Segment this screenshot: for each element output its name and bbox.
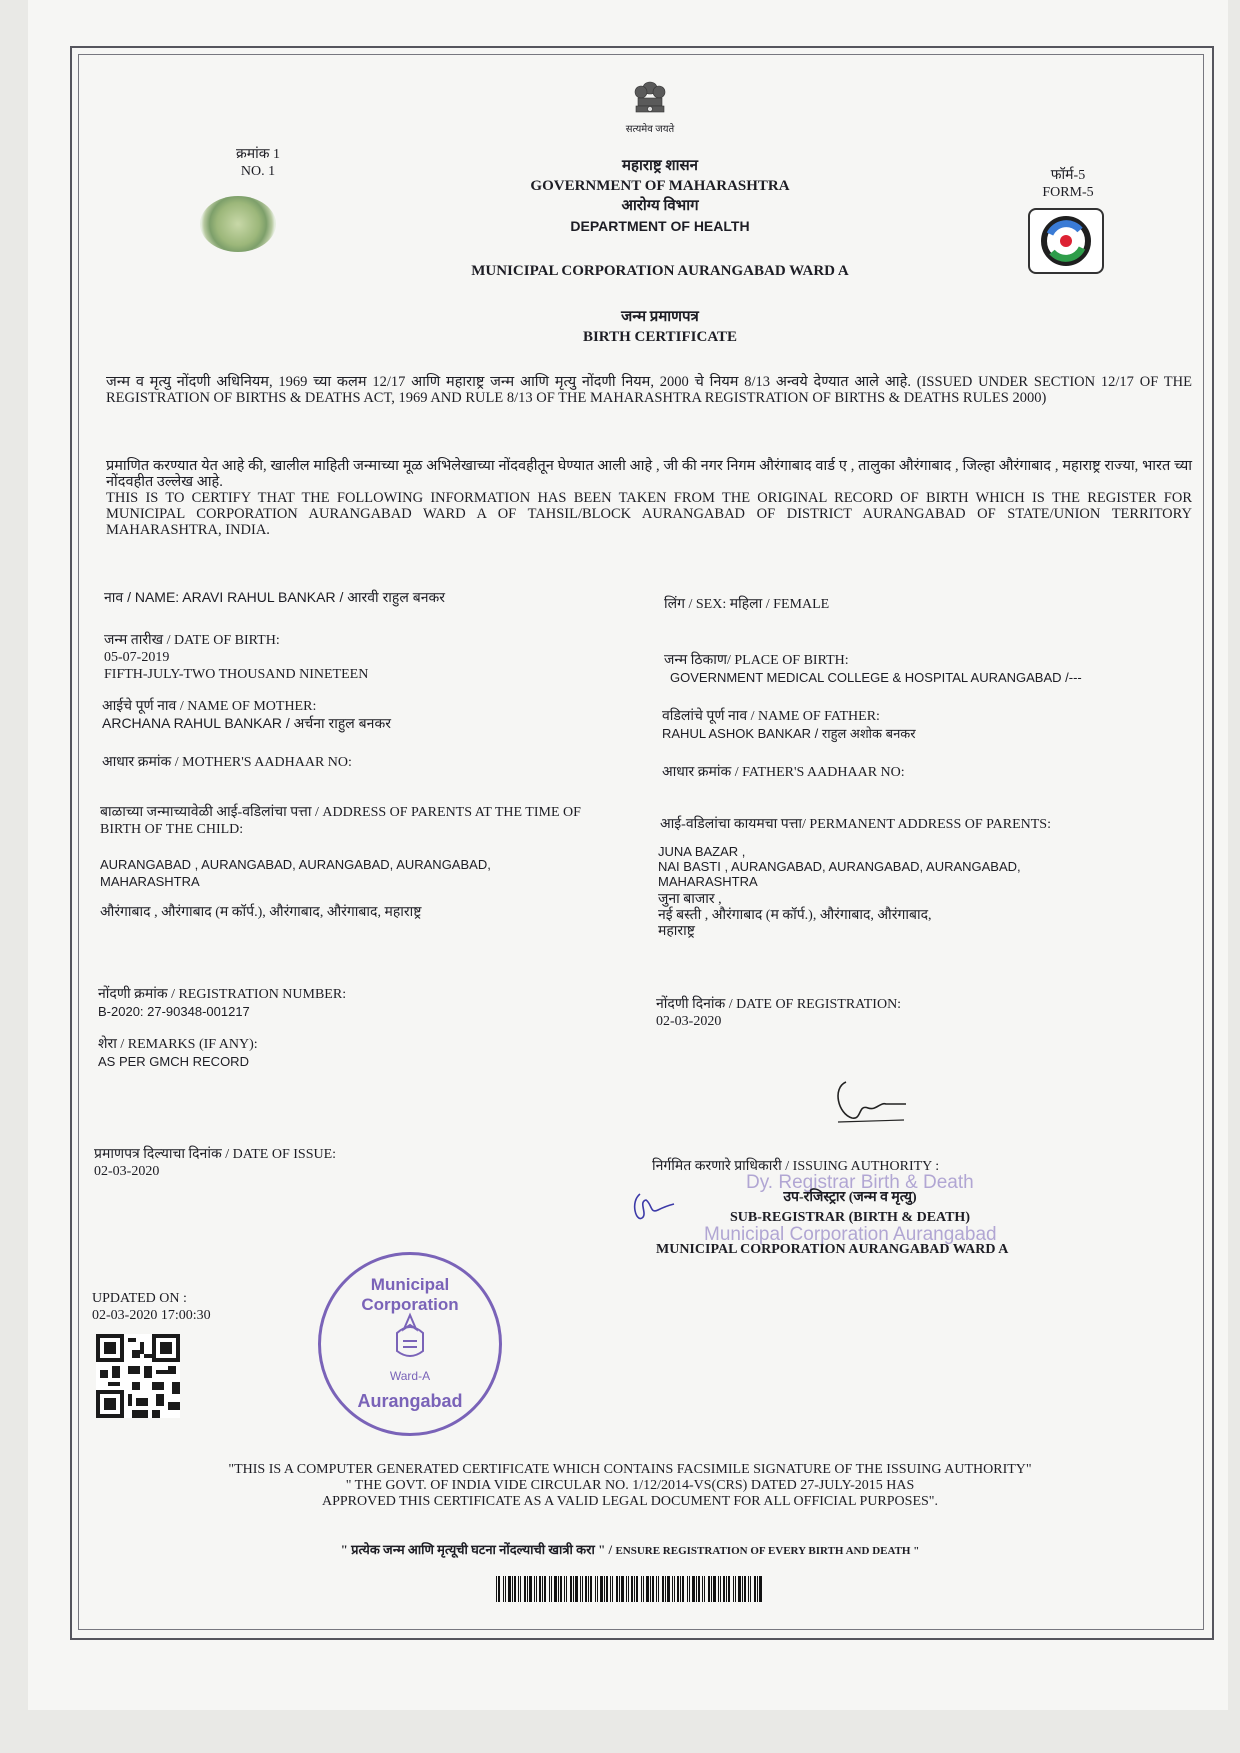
- footer-line-3: APPROVED THIS CERTIFICATE AS A VALID LEGAL DOCUMENT FOR ALL OFFICIAL PURPOSES".: [321, 1494, 939, 1509]
- permanent-address-mr: [658, 892, 1178, 940]
- address-at-birth-label: बाळाच्या जन्माच्यावेळी आई-वडिलांचा पत्ता / ADDRESS OF PARENTS AT THE TIME OF BIRTH OF THE CHILD:: [100, 805, 581, 837]
- date-of-birth: [104, 632, 644, 683]
- pob-label: जन्म ठिकाण/ PLACE OF BIRTH:: [664, 653, 849, 668]
- govt-name-en: GOVERNMENT OF MAHARASHTRA: [530, 178, 790, 194]
- title-en: BIRTH CERTIFICATE: [582, 329, 738, 345]
- father-aadhaar: आधार क्रमांक / FATHER'S AADHAAR NO:: [662, 765, 905, 780]
- form-mr: फॉर्म-5: [1050, 168, 1086, 183]
- sex: लिंग / SEX: महिला / FEMALE: [664, 597, 830, 612]
- form-en: FORM-5: [1042, 185, 1094, 200]
- updated-label: UPDATED ON :: [92, 1291, 187, 1306]
- footer-slogan: [160, 1540, 1100, 1558]
- perm-mr-3: महाराष्ट्र: [658, 924, 695, 939]
- govt-name-mr: महाराष्ट्र शासन: [622, 158, 698, 174]
- dob-value: 05-07-2019: [104, 650, 170, 665]
- footer-line-1: "THIS IS A COMPUTER GENERATED CERTIFICATE WHICH CONTAINS FACSIMILE SIGNATURE OF THE ISSUING AUTHORITY": [228, 1462, 1032, 1477]
- issued-under-text: जन्म व मृत्यु नोंदणी अधिनियम, 1969 च्या कलम 12/17 आणि महाराष्ट्र जन्म आणि मृत्यु नोंदणी नियम, 2000 चे नियम 8/13 अन्वये देण्यात आले आहे. (ISSUED UNDER SECTION 12/17 OF THE REGISTRATION OF BIRTHS & DEATHS ACT, 1969 AND RULE 8/13 OF THE MAHARASHTRA REGISTRATION OF BIRTHS & DEATHS RULES 2000): [106, 374, 1192, 406]
- remarks-value: AS PER GMCH RECORD: [98, 1054, 249, 1069]
- dob-label: जन्म तारीख / DATE OF BIRTH:: [104, 633, 280, 648]
- slogan-en: ENSURE REGISTRATION OF EVERY BIRTH AND DEATH ": [615, 1545, 920, 1557]
- pob-value: GOVERNMENT MEDICAL COLLEGE & HOSPITAL AURANGABAD /---: [670, 670, 1082, 685]
- national-emblem-icon: [628, 78, 672, 125]
- reg-date-label: नोंदणी दिनांक / DATE OF REGISTRATION:: [656, 997, 902, 1012]
- issue-value: 02-03-2020: [94, 1164, 160, 1179]
- perm-en-1: JUNA BAZAR ,: [658, 844, 746, 859]
- mother-label: आईचे पूर्ण नाव / NAME OF MOTHER:: [102, 699, 317, 714]
- corporation-name: MUNICIPAL CORPORATION AURANGABAD WARD A: [471, 263, 849, 279]
- reg-no-label: नोंदणी क्रमांक / REGISTRATION NUMBER:: [98, 987, 347, 1002]
- title-mr: जन्म प्रमाणपत्र: [621, 309, 699, 325]
- perm-mr-2: नई बस्ती , औरंगाबाद (म कॉर्प.), औरंगाबाद, औरंगाबाद,: [658, 908, 932, 923]
- dob-words: FIFTH-JULY-TWO THOUSAND NINETEEN: [104, 667, 369, 682]
- date-of-registration: [656, 996, 1176, 1030]
- dept-name-en: DEPARTMENT OF HEALTH: [570, 218, 750, 234]
- registration-number: [98, 986, 638, 1020]
- father-label: वडिलांचे पूर्ण नाव / NAME OF FATHER:: [662, 709, 880, 724]
- footer-line-2: " THE GOVT. OF INDIA VIDE CIRCULAR NO. 1/12/2014-VS(CRS) DATED 27-JULY-2015 HAS: [345, 1478, 915, 1493]
- barcode-icon: [494, 1574, 768, 1604]
- hologram-seal-icon: [200, 196, 276, 252]
- updated-on: [92, 1290, 292, 1324]
- perm-mr-1: जुना बाजार ,: [658, 892, 722, 907]
- stamp-top-text: Municipal Corporation: [361, 1275, 459, 1314]
- municipal-seal-stamp: [318, 1252, 502, 1436]
- date-of-issue: [94, 1146, 634, 1180]
- sub-registrar-en: SUB-REGISTRAR (BIRTH & DEATH): [729, 1210, 970, 1225]
- emblem-motto: सत्यमेव जयते: [625, 124, 675, 135]
- remarks-label: शेरा / REMARKS (IF ANY):: [98, 1037, 258, 1052]
- stamp-bottom-text: Aurangabad: [357, 1391, 463, 1411]
- serial-mr: क्रमांक 1: [235, 147, 280, 162]
- place-of-birth: [664, 652, 1184, 686]
- reg-date-value: 02-03-2020: [656, 1014, 722, 1029]
- qr-code-icon: [96, 1334, 180, 1418]
- issuing-authority-label: निर्गमित करणारे प्राधिकारी / ISSUING AUTHORITY :: [652, 1159, 940, 1174]
- updated-value: 02-03-2020 17:00:30: [92, 1308, 211, 1323]
- issue-label: प्रमाणपत्र दिल्याचा दिनांक / DATE OF ISSUE:: [94, 1147, 337, 1162]
- municipal-corp-stamp: Municipal Corporation Aurangabad: [704, 1224, 997, 1245]
- perm-en-3: MAHARASHTRA: [658, 874, 758, 889]
- permanent-address-label: आई-वडिलांचा कायमचा पत्ता/ PERMANENT ADDRESS OF PARENTS:: [660, 817, 1051, 832]
- serial-en: NO. 1: [240, 164, 276, 179]
- stamp-emblem-icon: [383, 1311, 437, 1365]
- child-name: नाव / NAME: ARAVI RAHUL BANKAR / आरवी राहुल बनकर: [104, 589, 445, 605]
- mother-aadhaar: आधार क्रमांक / MOTHER'S AADHAAR NO:: [102, 755, 352, 770]
- perm-en-2: NAI BASTI , AURANGABAD, AURANGABAD, AURANGABAD,: [658, 859, 1021, 874]
- footer-notice: [160, 1462, 1100, 1510]
- reg-no-value: B-2020: 27-90348-001217: [98, 1004, 250, 1019]
- certify-text-mr: प्रमाणित करण्यात येत आहे की, खालील माहिती जन्माच्या मूळ अभिलेखाच्या नोंदवहीतून घेण्यात आली आहे , जी की नगर निगम औरंगाबाद वार्ड ए , तालुका औरंगाबाद , जिल्हा औरंगाबाद , महाराष्ट्र राज्या, भारत च्या नोंदवहीत उल्लेख आहे.: [106, 458, 1192, 490]
- permanent-address-en: [658, 844, 1158, 889]
- address-at-birth-en: AURANGABAD , AURANGABAD, AURANGABAD, AURANGABAD, MAHARASHTRA: [100, 857, 491, 889]
- slogan-mr: " प्रत्येक जन्म आणि मृत्यूची घटना नोंदल्याची खात्री करा " /: [340, 1542, 613, 1557]
- certificate-title: [470, 307, 850, 347]
- header-block: [470, 156, 850, 236]
- certify-text-en: THIS IS TO CERTIFY THAT THE FOLLOWING INFORMATION HAS BEEN TAKEN FROM THE ORIGINAL RECORD OF BIRTH WHICH IS THE REGISTER FOR MUNICIPAL CORPORATION AURANGABAD WARD A OF TAHSIL/BLOCK AURANGABAD OF DISTRICT AURANGABAD OF STATE/UNION TERRITORY MAHARASHTRA, INDIA.: [106, 490, 1192, 538]
- father-name: [662, 708, 1182, 742]
- mother-name: [102, 698, 642, 732]
- dy-registrar-stamp: Dy. Registrar Birth & Death: [746, 1172, 974, 1193]
- address-at-birth-mr: औरंगाबाद , औरंगाबाद (म कॉर्प.), औरंगाबाद, औरंगाबाद, महाराष्ट्र: [100, 905, 422, 920]
- serial-number: [218, 146, 298, 180]
- signature-icon: [828, 1074, 912, 1130]
- form-number: [1030, 167, 1106, 201]
- dept-name-mr: आरोग्य विभाग: [621, 198, 699, 214]
- crs-logo-icon: [1028, 208, 1104, 274]
- remarks: [98, 1036, 638, 1070]
- stamp-mid-text: Ward-A: [389, 1369, 431, 1383]
- authority-title: [690, 1188, 1010, 1228]
- certificate-inner-border: [78, 54, 1204, 1630]
- initial-signature-icon: [630, 1188, 680, 1228]
- authority-corporation: MUNICIPAL CORPORATION AURANGABAD WARD A: [656, 1242, 1009, 1257]
- father-value: RAHUL ASHOK BANKAR / राहुल अशोक बनकर: [662, 726, 916, 741]
- mother-value: ARCHANA RAHUL BANKAR / अर्चना राहुल बनकर: [102, 715, 391, 731]
- sub-registrar-mr: उप-रजिस्ट्रार (जन्म व मृत्यु): [783, 1190, 917, 1205]
